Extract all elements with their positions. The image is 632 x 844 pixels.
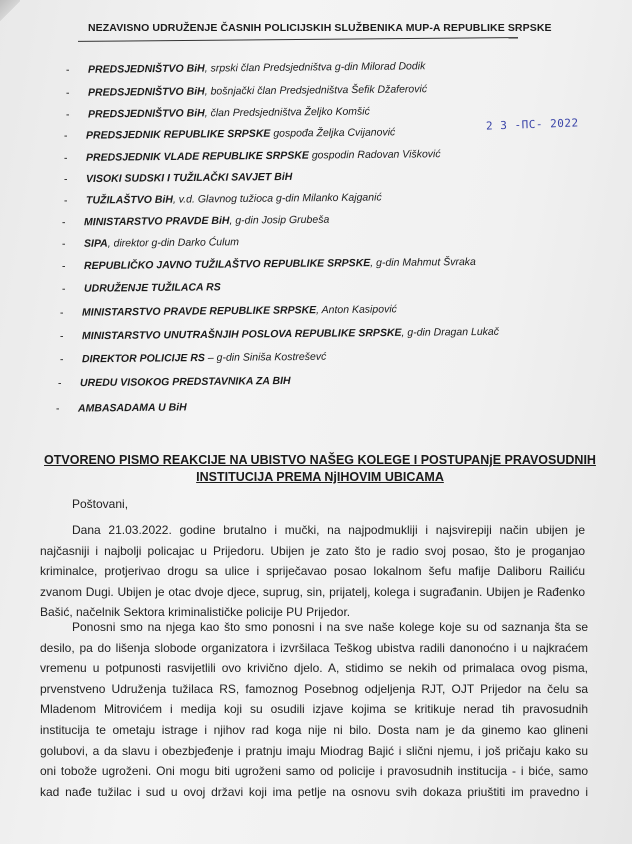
paragraph-2 — [40, 617, 588, 802]
folded-corner — [0, 0, 20, 22]
recipient-item: - MINISTARSTVO UNUTRAŠNJIH POSLOVA REPUBLIKE SRPSKE, g-din Dragan Lukač — [59, 325, 500, 343]
recipient-item: - UDRUŽENJE TUŽILACA RS — [61, 281, 221, 295]
recipient-item: - UREDU VISOKOG PREDSTAVNIKA ZA BIH — [57, 374, 291, 390]
organization-header: NEZAVISNO UDRUŽENJE ČASNIH POLICIJSKIH SLUŽBENIKA MUP-A REPUBLIKE SRPSKE — [88, 22, 552, 34]
text-line: zvanom Dugi. Ubijen je otac dvoje djece, suprug, sin, prijatelj, kolega i sugrađanin. Ubijen je Rađenko — [40, 584, 585, 599]
text-line: institucija te ometaju istrage i njihov rad koga nije ni bilo. Dosta nam je da ginemo kao glineni — [40, 722, 588, 737]
paragraph-1 — [40, 520, 585, 623]
recipient-item: - PREDSJEDNIŠTVO BiH, član Predsjedništva Željko Komšić — [65, 105, 370, 121]
recipient-item: - VISOKI SUDSKI I TUŽILAČKI SAVJET BiH — [63, 170, 293, 186]
recipient-item: - PREDSJEDNIŠTVO BiH, srpski član Predsjedništva g-din Milorad Dodik — [65, 60, 426, 76]
received-date-stamp: 2 3 -ПС- 2022 — [485, 116, 579, 133]
header-underline — [78, 37, 518, 42]
text-line: prvenstveno Udruženja tužilaca RS, famoznog Posebnog odjeljenja RJT, OJT Prijedor na čelu sa — [40, 681, 588, 696]
recipient-item: - SIPA, direktor g-din Darko Ćulum — [61, 236, 240, 251]
text-line: kad nađe tužilac i sud u ovoj državi koji ima petlje na osnovu svih dokaza priuštiti im pravedno i — [40, 784, 588, 799]
recipient-item: - PREDSJEDNIŠTVO BiH, bošnjački član Predsjedništva Šefik Džaferović — [65, 83, 428, 100]
recipient-item: - AMBASADAMA U BiH — [55, 401, 187, 415]
letter-title-line: OTVORENO PISMO REAKCIJE NA UBISTVO NAŠEG KOLEGE I POSTUPANjE PRAVOSUDNIH — [44, 453, 596, 467]
recipient-item: - MINISTARSTVO PRAVDE BiH, g-din Josip Grubeša — [61, 213, 330, 229]
recipient-item: - TUŽILAŠTVO BiH, v.d. Glavnog tužioca g-din Milanko Kajganić — [63, 191, 382, 207]
greeting: Poštovani, — [72, 497, 129, 511]
letter-title-line: INSTITUCIJA PREMA NjIHOVIM UBICAMA — [196, 470, 444, 484]
recipient-item: - MINISTARSTVO PRAVDE REPUBLIKE SRPSKE, Anton Kasipović — [59, 303, 397, 319]
recipient-item: - REPUBLIČKO JAVNO TUŽILAŠTVO REPUBLIKE SRPSKE, g-din Mahmut Švraka — [61, 255, 476, 273]
text-line: Dana 21.03.2022. godine brutalno i mučki, na najpodmukliji i najsvirepiji način ubijen je — [72, 523, 585, 537]
recipient-item: - PREDSJEDNIK REPUBLIKE SRPSKE gospođa Željka Cvijanović — [63, 126, 396, 142]
text-line: Ponosni smo na njega kao što smo ponosni i na sve naše kolege koje su od saznanja šta se — [72, 620, 588, 634]
text-line: Mladenom Mitrovićem i medija koji su osudili izjave kojima se kritikuje nerad tih pravosudnih — [40, 702, 588, 717]
text-line: najčasniji i najbolji policajac u Prijedoru. Ubijen je zato što je radio svoj posao, što je proganjao — [40, 543, 585, 558]
text-line: Bašić, načelnik Sektora kriminalističke policije PU Prijedor. — [40, 605, 351, 620]
recipient-item: - DIREKTOR POLICIJE RS – g-din Siniša Kostreševć — [59, 350, 327, 366]
text-line: vremenu u potpunosti rasvijetlili ovo krivično djelo. A, stidimo se nekih od primalaca ovog pisma, — [40, 661, 588, 676]
text-line: oni tobože ugroženi. Oni mogu biti ugroženi samo od policije i pravosudnih institucija - i biće, samo — [40, 764, 588, 779]
recipient-item: - PREDSJEDNIK VLADE REPUBLIKE SRPSKE gospodin Radovan Višković — [63, 148, 441, 165]
text-line: kriminalce, protjerivao drogu sa ulice i spriječavao posao lokalnom šefu mafije Daliboru Railiću — [40, 564, 585, 579]
text-line: desilo, pa do lišenja slobode organizatora i izvršilaca Teškog ubistva radili danonoćno i u najkraćem — [40, 640, 588, 655]
text-line: golubovi, a da slavu i obezbjeđenje i pratnju imaju Miodrag Bajić i slični njemu, i još pričaju kako su — [40, 743, 588, 758]
letter-title — [40, 452, 600, 486]
